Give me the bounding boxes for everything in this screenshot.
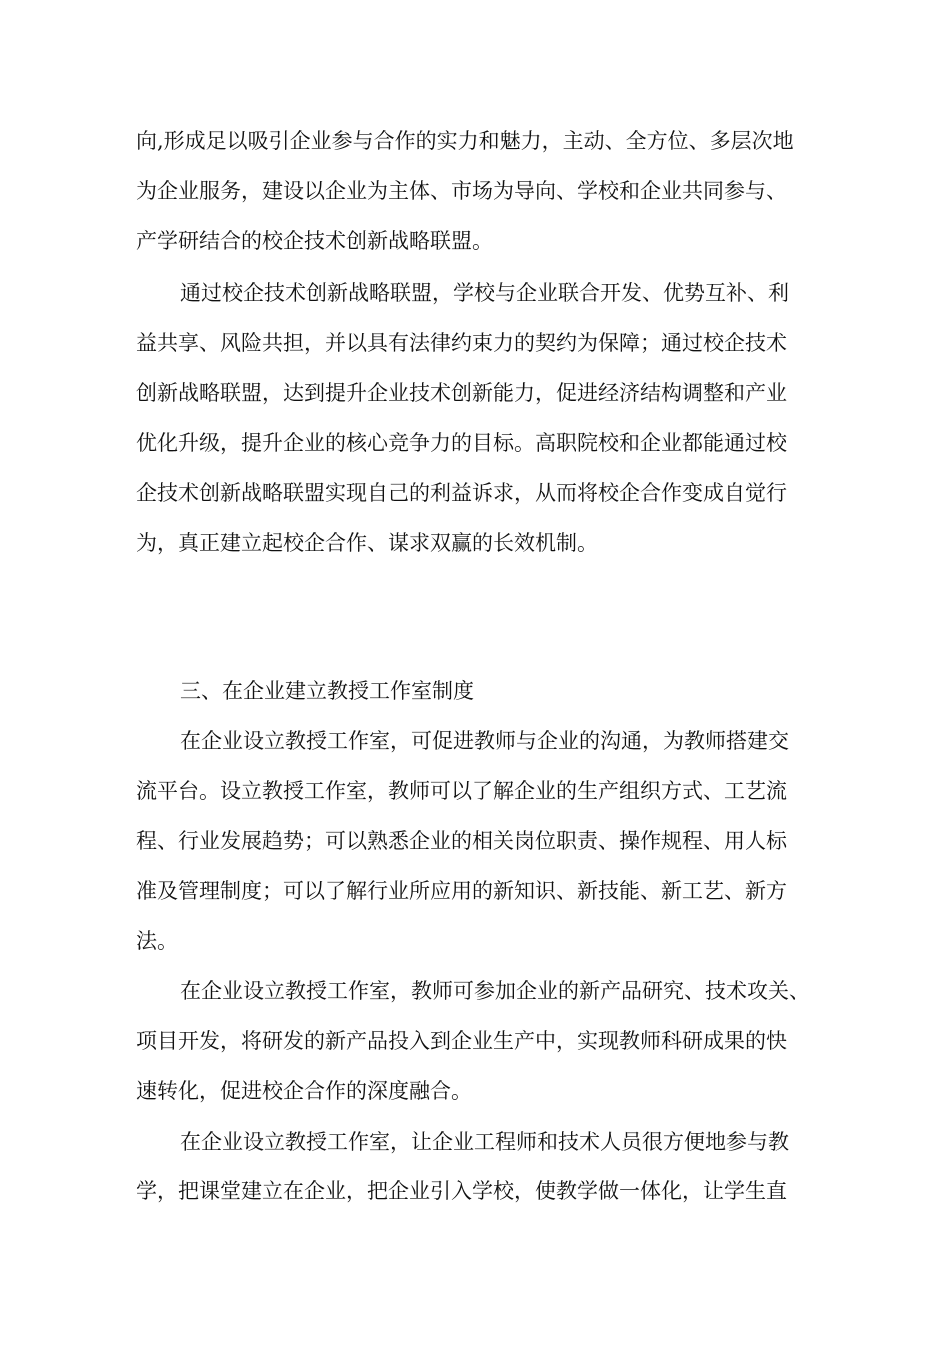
paragraph-line: 学，把课堂建立在企业，把企业引入学校，使教学做一体化，让学生直 xyxy=(136,1179,787,1203)
paragraph-line: 产学研结合的校企技术创新战略联盟。 xyxy=(136,229,493,253)
paragraph-line: 优化升级，提升企业的核心竞争力的目标。高职院校和企业都能通过校 xyxy=(136,431,787,455)
paragraph-line: 创新战略联盟，达到提升企业技术创新能力，促进经济结构调整和产业 xyxy=(136,381,787,405)
paragraph-line: 向,形成足以吸引企业参与合作的实力和魅力，主动、全方位、多层次地 xyxy=(136,129,794,153)
paragraph-line: 流平台。设立教授工作室，教师可以了解企业的生产组织方式、工艺流 xyxy=(136,779,787,803)
paragraph-line: 项目开发，将研发的新产品投入到企业生产中，实现教师科研成果的快 xyxy=(136,1029,787,1053)
paragraph-line: 程、行业发展趋势；可以熟悉企业的相关岗位职责、操作规程、用人标 xyxy=(136,829,787,853)
paragraph-line: 为企业服务，建设以企业为主体、市场为导向、学校和企业共同参与、 xyxy=(136,179,787,203)
paragraph-line: 法。 xyxy=(136,929,178,953)
paragraph-line: 速转化，促进校企合作的深度融合。 xyxy=(136,1079,472,1103)
paragraph-line: 通过校企技术创新战略联盟，学校与企业联合开发、优势互补、利 xyxy=(180,281,789,305)
paragraph-line: 企技术创新战略联盟实现自己的利益诉求，从而将校企合作变成自觉行 xyxy=(136,481,787,505)
paragraph-line: 在企业设立教授工作室，可促进教师与企业的沟通，为教师搭建交 xyxy=(180,729,789,753)
paragraph-line: 准及管理制度；可以了解行业所应用的新知识、新技能、新工艺、新方 xyxy=(136,879,787,903)
paragraph-line: 为，真正建立起校企合作、谋求双赢的长效机制。 xyxy=(136,531,598,555)
paragraph-line: 在企业设立教授工作室，让企业工程师和技术人员很方便地参与教 xyxy=(180,1130,789,1154)
paragraph-line: 益共享、风险共担，并以具有法律约束力的契约为保障；通过校企技术 xyxy=(136,331,787,355)
section-heading: 三、在企业建立教授工作室制度 xyxy=(180,679,474,703)
paragraph-line: 在企业设立教授工作室，教师可参加企业的新产品研究、技术攻关、 xyxy=(180,979,810,1003)
